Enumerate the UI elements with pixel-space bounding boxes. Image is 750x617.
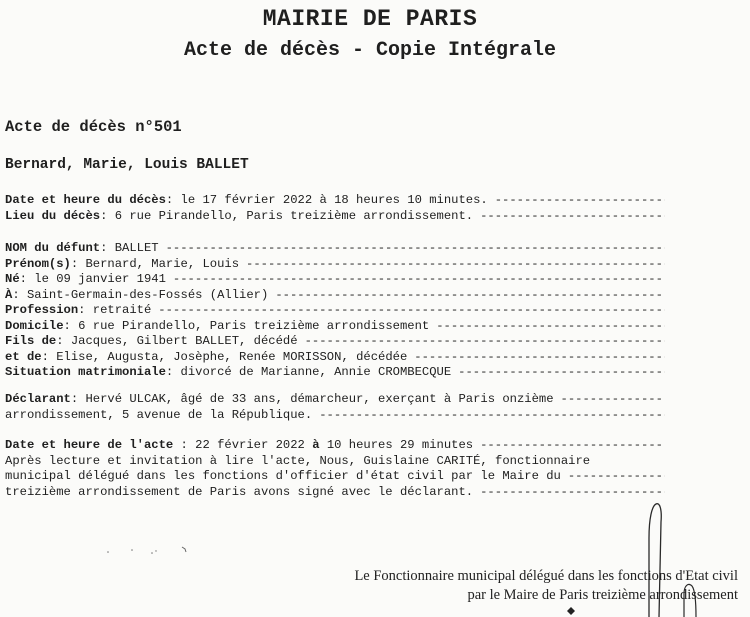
act-date-row bbox=[5, 438, 665, 454]
declarant-row-2 bbox=[5, 408, 665, 424]
dash-filler bbox=[166, 272, 665, 288]
father-value: : Jacques, Gilbert BALLET, décédé bbox=[56, 334, 298, 348]
act-date-value-b: 10 heures 29 minutes bbox=[319, 438, 474, 452]
act-date-label: Date et heure de l'acte bbox=[5, 438, 174, 452]
dash-filler bbox=[561, 469, 665, 485]
dash-filler bbox=[151, 303, 665, 319]
deceased-full-name: Bernard, Marie, Louis BALLET bbox=[5, 157, 249, 173]
signature-block bbox=[354, 567, 738, 605]
father-label: Fils de bbox=[5, 334, 57, 348]
mother-row bbox=[5, 350, 665, 366]
death-date-value: : le 17 février 2022 à 18 heures 10 minutes. bbox=[165, 193, 488, 207]
profession-row bbox=[5, 303, 665, 319]
scan-specks bbox=[90, 540, 230, 560]
ne-value: : le 09 janvier 1941 bbox=[19, 272, 166, 286]
act-text-line: treizième arrondissement de Paris avons signé avec le déclarant. bbox=[5, 484, 474, 499]
ne-label: Né bbox=[5, 272, 20, 286]
page-title: MAIRIE DE PARIS bbox=[262, 6, 478, 32]
act-text-line: municipal délégué dans les fonctions d'officier d'état civil par le Maire du bbox=[5, 469, 561, 483]
mother-value: : Elise, Augusta, Josèphe, Renée MORISSON, décédée bbox=[41, 349, 408, 364]
act-date-value-bold: à bbox=[312, 438, 320, 452]
death-date-label: Date et heure du décès bbox=[5, 193, 166, 207]
declarant-address: arrondissement, 5 avenue de la République. bbox=[5, 407, 313, 422]
nom-label: NOM du défunt bbox=[5, 241, 101, 255]
mother-label: et de bbox=[5, 349, 42, 364]
dash-filler bbox=[554, 392, 665, 408]
domicile-label: Domicile bbox=[5, 318, 64, 333]
domicile-value: : 6 rue Pirandello, Paris treizième arrondissement bbox=[63, 318, 430, 333]
nom-row bbox=[5, 241, 665, 257]
death-place-row bbox=[5, 209, 665, 225]
profession-value: : retraité bbox=[78, 303, 152, 317]
signature-line-1: Le Fonctionnaire municipal délégué dans les fonctions d'Etat civil bbox=[354, 568, 738, 584]
domicile-row bbox=[5, 319, 665, 335]
prenoms-label: Prénom(s) bbox=[5, 256, 71, 271]
marital-status-value: : divorcé de Marianne, Annie CROMBECQUE bbox=[165, 365, 452, 379]
act-text-line: Après lecture et invitation à lire l'acte, Nous, Guislaine CARITÉ, fonctionnaire bbox=[5, 453, 591, 468]
act-text-row-1 bbox=[5, 454, 665, 470]
death-info-block bbox=[5, 193, 665, 224]
dash-filler bbox=[312, 408, 665, 424]
declarant-value: : Hervé ULCAK, âgé de 33 ans, démarcheur, exerçant à Paris onzième bbox=[70, 392, 554, 406]
act-text-row-2 bbox=[5, 469, 665, 485]
birthplace-label: À bbox=[5, 287, 13, 302]
dash-filler bbox=[298, 334, 665, 350]
birthplace-value: : Saint-Germain-des-Fossés (Allier) bbox=[12, 287, 269, 302]
nom-value: : BALLET bbox=[100, 241, 159, 255]
ne-row bbox=[5, 272, 665, 288]
dash-filler bbox=[159, 241, 665, 257]
dash-filler bbox=[473, 438, 665, 454]
dash-filler bbox=[407, 350, 665, 366]
ink-mark bbox=[565, 606, 577, 616]
act-text-row-3 bbox=[5, 485, 665, 501]
prenoms-value: : Bernard, Marie, Louis bbox=[70, 256, 240, 271]
prenoms-row bbox=[5, 257, 665, 273]
dash-filler bbox=[429, 319, 665, 335]
act-date-value-a: : 22 février 2022 bbox=[173, 438, 313, 452]
marital-status-label: Situation matrimoniale bbox=[5, 365, 166, 379]
signature-line-2: par le Maire de Paris treizième arrondissement bbox=[467, 587, 738, 603]
dash-filler bbox=[473, 209, 665, 225]
birthplace-row bbox=[5, 288, 665, 304]
act-number-title: Acte de décès n°501 bbox=[5, 118, 182, 136]
marital-status-row bbox=[5, 365, 665, 381]
death-place-label: Lieu du décès bbox=[5, 208, 101, 223]
dash-filler bbox=[239, 257, 665, 273]
dash-filler bbox=[451, 365, 665, 381]
deceased-info-block bbox=[5, 241, 665, 381]
act-date-block bbox=[5, 438, 665, 500]
page-subtitle: Acte de décès - Copie Intégrale bbox=[183, 39, 557, 62]
declarant-block bbox=[5, 392, 665, 423]
death-place-value: : 6 rue Pirandello, Paris treizième arrondissement. bbox=[100, 208, 474, 223]
declarant-row bbox=[5, 392, 665, 408]
death-date-row bbox=[5, 193, 665, 209]
dash-filler bbox=[488, 193, 665, 209]
declarant-label: Déclarant bbox=[5, 392, 71, 406]
father-row bbox=[5, 334, 665, 350]
profession-label: Profession bbox=[5, 303, 79, 317]
dash-filler bbox=[268, 288, 665, 304]
